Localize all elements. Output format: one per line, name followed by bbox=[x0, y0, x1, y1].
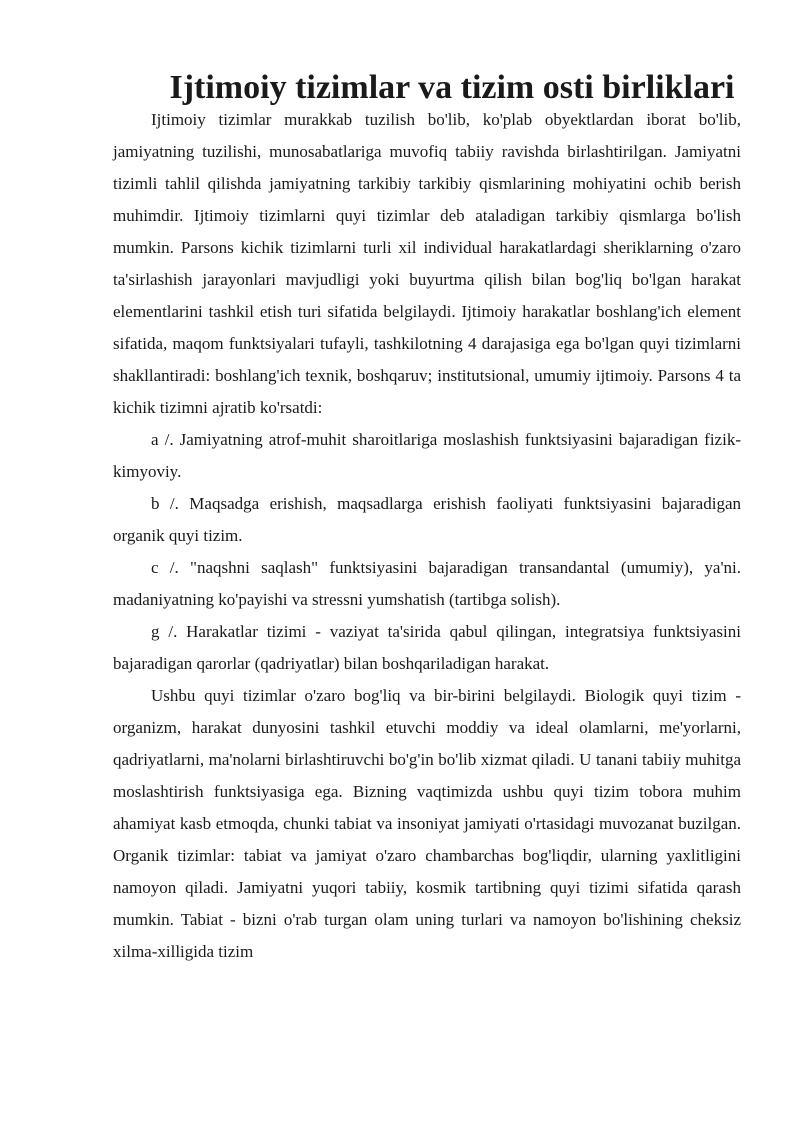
paragraph-item-b: b /. Maqsadga erishish, maqsadlarga erishish faoliyati funktsiyasini bajaradigan organik quyi tizim. bbox=[113, 494, 741, 545]
paragraph-item-c: c /. "naqshni saqlash" funktsiyasini bajaradigan transandantal (umumiy), ya'ni. madaniyatning ko'payishi va stressni yumshatish (tartibga solish). bbox=[113, 558, 741, 609]
paragraph-item-g: g /. Harakatlar tizimi - vaziyat ta'sirida qabul qilingan, integratsiya funktsiyasini bajaradigan qarorlar (qadriyatlar) bilan boshqariladigan harakat. bbox=[113, 622, 741, 673]
document-page bbox=[113, 69, 741, 968]
document-title: Ijtimoiy tizimlar va tizim osti birliklari bbox=[169, 69, 735, 106]
paragraph-subsystems: Ushbu quyi tizimlar o'zaro bog'liq va bir-birini belgilaydi. Biologik quyi tizim -organizm, harakat dunyosini tashkil etuvchi moddiy va ideal olamlarni, me'yorlarni, qadriyatlarni, ma'nolarni birlashtiruvchi bo'g'in bo'lib xizmat qiladi. U tanani tabiiy muhitga moslashtirish funktsiyasiga ega. Bizning vaqtimizda ushbu quyi tizim tobora muhim ahamiyat kasb etmoqda, chunki tabiat va insoniyat jamiyati o'rtasidagi muvozanat buzilgan. Organik tizimlar: tabiat va jamiyat o'zaro chambarchas bog'liqdir, ularning yaxlitligini namoyon qiladi. Jamiyatni yuqori tabiiy, kosmik tartibning quyi tizimi sifatida qarash mumkin. Tabiat - bizni o'rab turgan olam uning turlari va namoyon bo'lishining cheksiz xilma-xilligida tizim bbox=[113, 686, 741, 961]
paragraph-intro: Ijtimoiy tizimlar murakkab tuzilish bo'lib, ko'plab obyektlardan iborat bo'lib, jamiyatning tuzilishi, munosabatlariga muvofiq tabiiy ravishda birlashtirilgan. Jamiyatni tizimli tahlil qilishda jamiyatning tarkibiy tarkibiy qismlarining mohiyatini ochib berish muhimdir. Ijtimoiy tizimlarni quyi tizimlar deb ataladigan tarkibiy qismlarga bo'lish mumkin. Parsons kichik tizimlarni turli xil individual harakatlardagi sheriklarning o'zaro ta'sirlashish jarayonlari mavjudligi yoki buyurtma qilish bilan bog'liq bo'lgan harakat elementlarini tashkil etish turi sifatida belgilaydi. Ijtimoiy harakatlar boshlang'ich element sifatida, maqom funktsiyalari tufayli, tashkilotning 4 darajasiga ega bo'lgan quyi tizimlarni shakllantiradi: boshlang'ich texnik, boshqaruv; institutsional, umumiy ijtimoiy. Parsons 4 ta kichik tizimni ajratib ko'rsatdi: bbox=[113, 110, 741, 417]
paragraph-item-a: a /. Jamiyatning atrof-muhit sharoitlariga moslashish funktsiyasini bajaradigan fizik-kimyoviy. bbox=[113, 430, 741, 481]
